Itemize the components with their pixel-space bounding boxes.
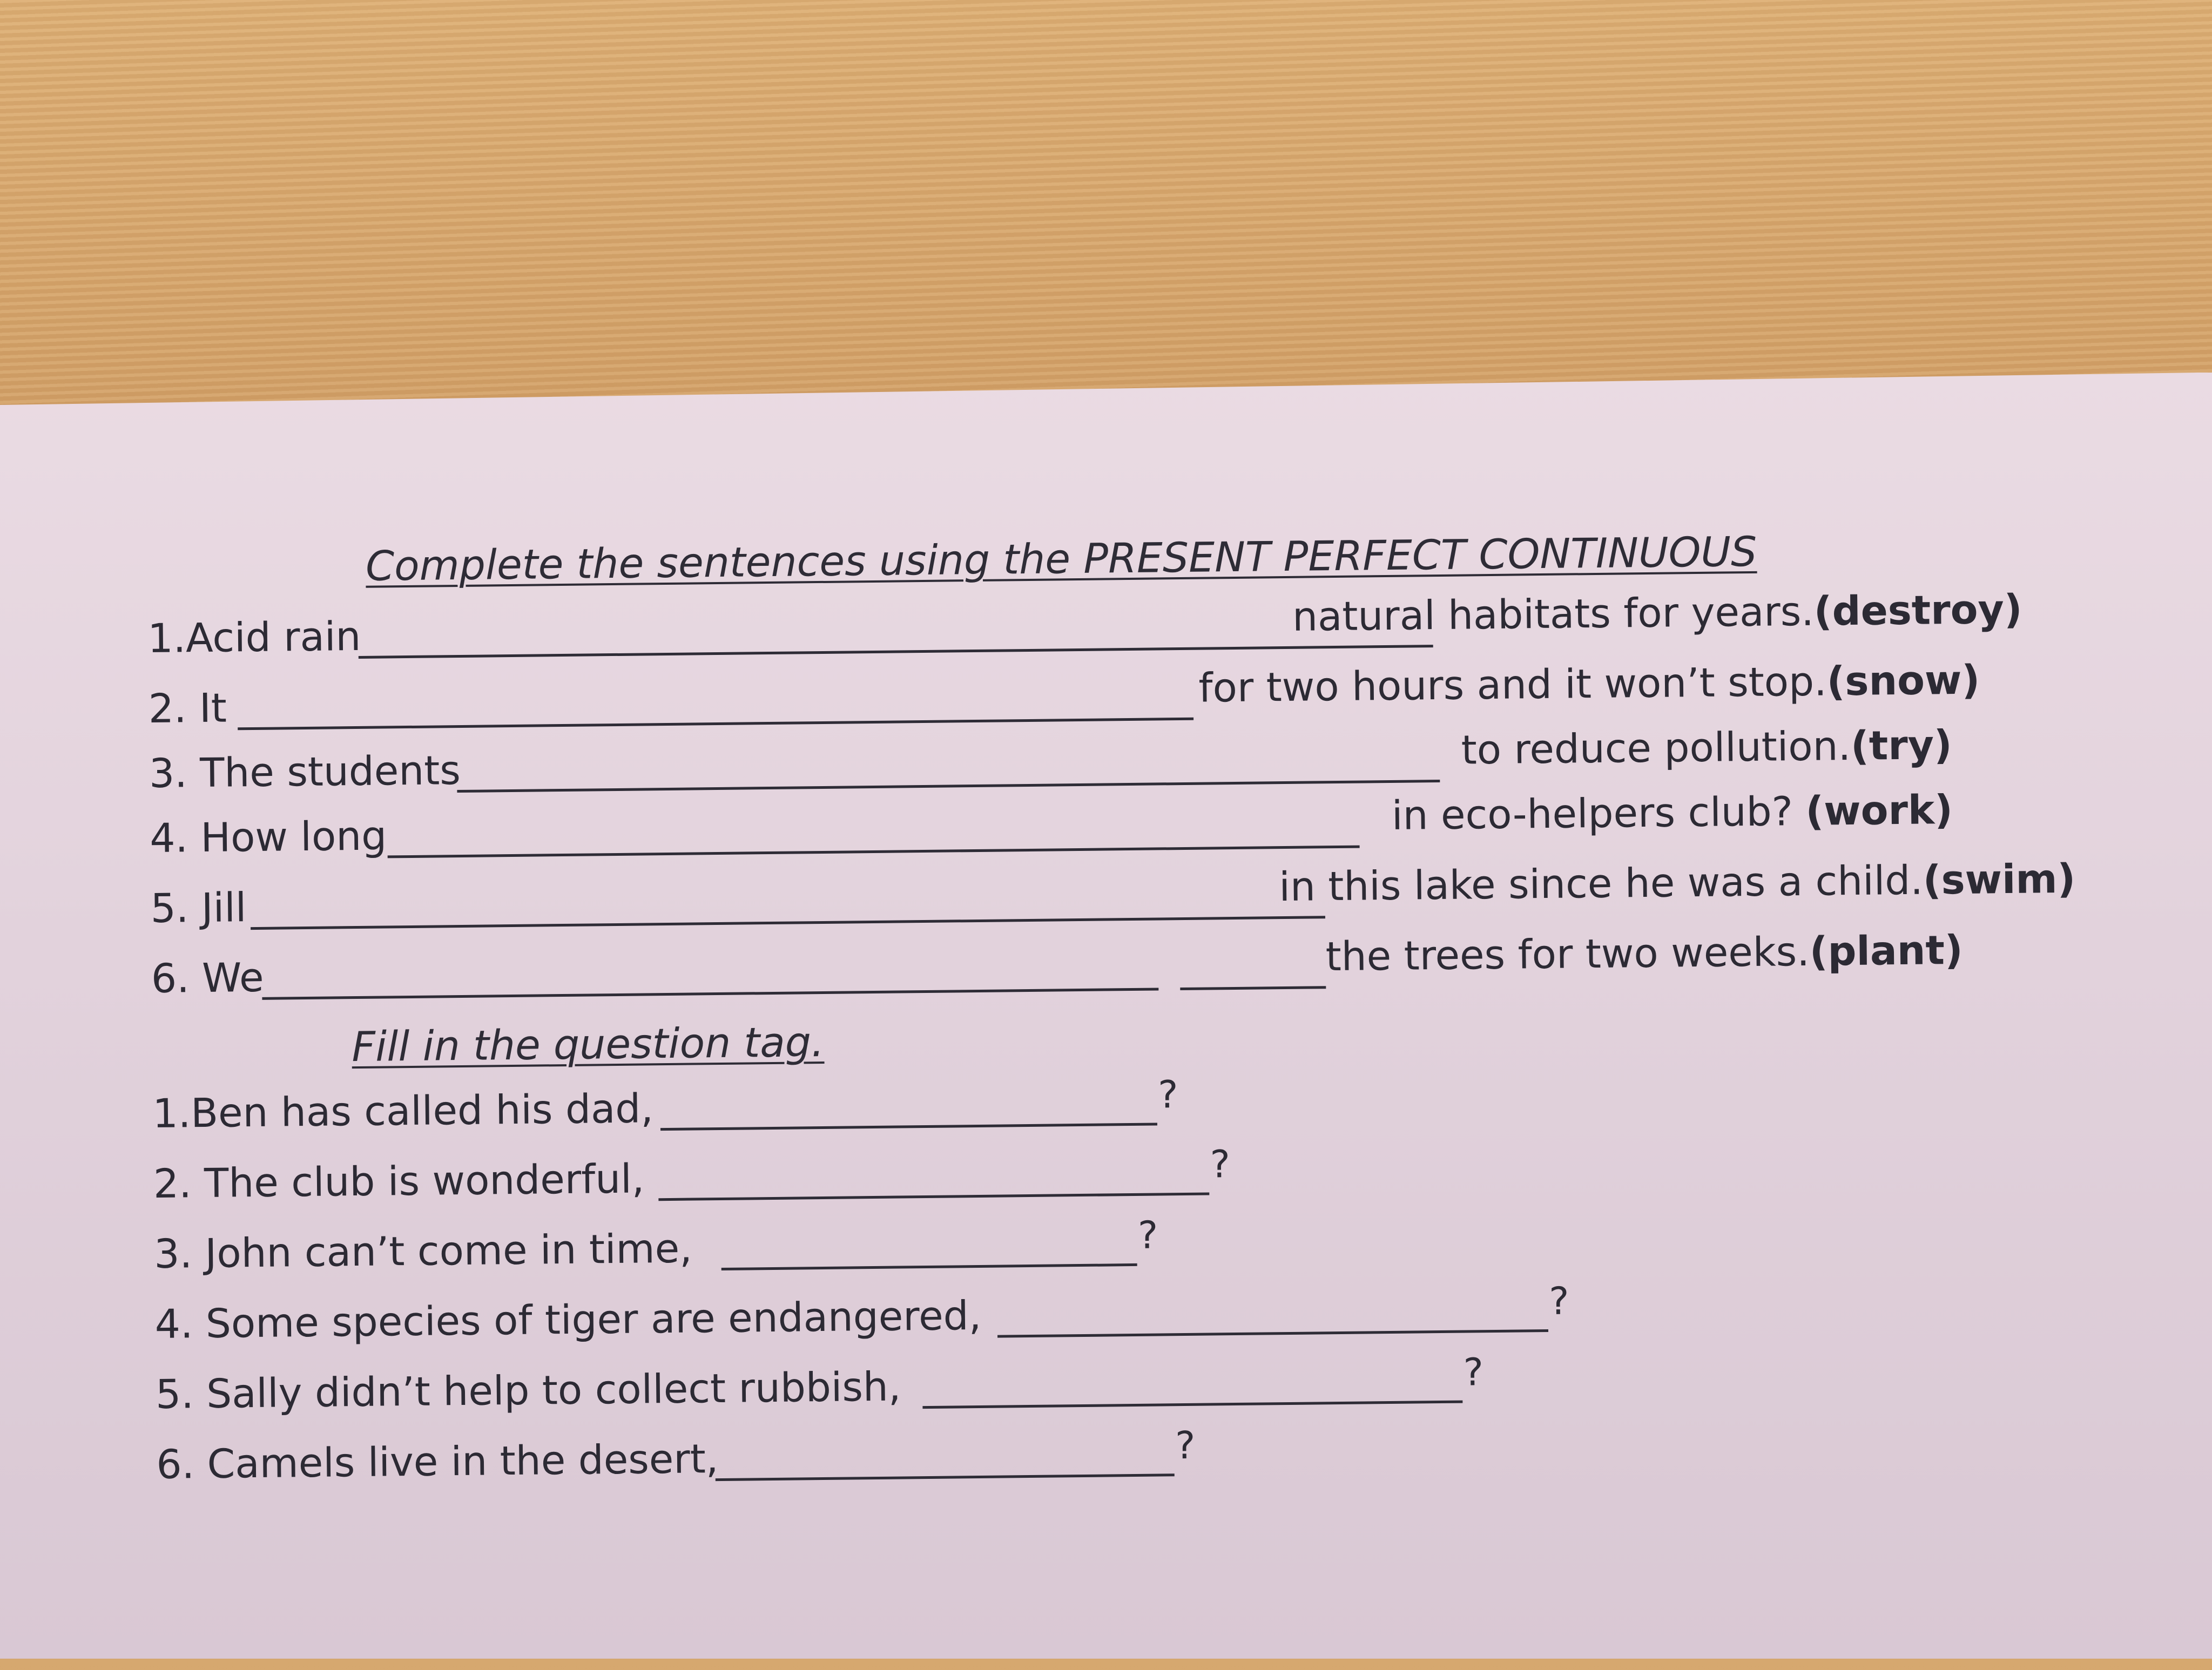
item-lead: 3. The students — [149, 747, 461, 797]
item-lead: 5. Sally didn’t help to collect rubbish, — [155, 1363, 901, 1418]
section1-title: Complete the sentences using the PRESENT PERFECT CONTINUOUS — [365, 527, 1757, 590]
answer-blank[interactable] — [660, 1123, 1157, 1131]
item-lead: 6. Camels live in the desert, — [156, 1436, 719, 1488]
item-tail: natural habitats for years.(destroy) — [1292, 586, 2023, 640]
verb-hint: (plant) — [1809, 927, 1964, 975]
exercise2-item-3 — [154, 1205, 2045, 1284]
answer-blank[interactable] — [262, 988, 1158, 999]
exercise2-item-4 — [154, 1275, 2045, 1354]
exercise1-item-6 — [151, 929, 2041, 1009]
answer-blank[interactable] — [721, 1263, 1137, 1270]
answer-blank[interactable] — [388, 846, 1360, 858]
question-mark: ? — [1157, 1072, 1178, 1117]
item-tail: the trees for two weeks.(plant) — [1325, 927, 1964, 981]
verb-hint: (destroy) — [1813, 586, 2023, 635]
exercise1-item-5 — [150, 855, 2076, 938]
exercise1-item-1 — [147, 586, 2038, 668]
item-lead: 1.Ben has called his dad, — [152, 1085, 654, 1137]
verb-hint: (snow) — [1826, 657, 1980, 705]
question-mark: ? — [1137, 1213, 1158, 1257]
answer-blank[interactable] — [922, 1401, 1462, 1409]
answer-blank-extension[interactable] — [1180, 986, 1326, 990]
item-lead: 3. John can’t come in time, — [153, 1225, 693, 1277]
exercise2-item-6 — [156, 1415, 2047, 1495]
item-lead: 4. How long — [149, 813, 387, 862]
item-lead: 6. We — [151, 954, 264, 1003]
answer-blank[interactable] — [359, 645, 1433, 659]
question-mark: ? — [1463, 1350, 1484, 1395]
item-lead: 2. The club is wonderful, — [153, 1155, 645, 1207]
verb-hint: (try) — [1850, 722, 1953, 770]
exercise2-item-1 — [152, 1064, 2043, 1144]
exercise2-item-5 — [156, 1345, 2046, 1424]
answer-blank[interactable] — [238, 718, 1193, 731]
answer-blank[interactable] — [251, 916, 1325, 930]
answer-blank[interactable] — [997, 1329, 1548, 1338]
answer-blank[interactable] — [457, 780, 1440, 793]
question-mark: ? — [1175, 1423, 1196, 1468]
item-tail: to reduce pollution.(try) — [1461, 722, 1953, 774]
verb-hint: (swim) — [1923, 855, 2076, 904]
item-lead: 5. Jill — [150, 884, 247, 932]
exercise2-item-2 — [153, 1134, 2044, 1214]
verb-hint: (work) — [1805, 787, 1953, 835]
item-tail: in eco-helpers club? (work) — [1391, 787, 1953, 839]
item-lead: 1.Acid rain — [147, 613, 361, 662]
section2-title: Fill in the question tag. — [351, 1017, 825, 1071]
answer-blank[interactable] — [716, 1473, 1175, 1481]
exercise1-item-4 — [150, 789, 2040, 868]
answer-blank[interactable] — [658, 1193, 1209, 1201]
item-tail: in this lake since he was a child.(swim) — [1278, 855, 2076, 911]
question-mark: ? — [1549, 1279, 1570, 1323]
item-tail: for two hours and it won’t stop.(snow) — [1198, 657, 1980, 712]
item-lead: 4. Some species of tiger are endangered, — [154, 1292, 982, 1348]
item-lead: 2. It — [148, 685, 227, 733]
question-mark: ? — [1210, 1142, 1231, 1187]
